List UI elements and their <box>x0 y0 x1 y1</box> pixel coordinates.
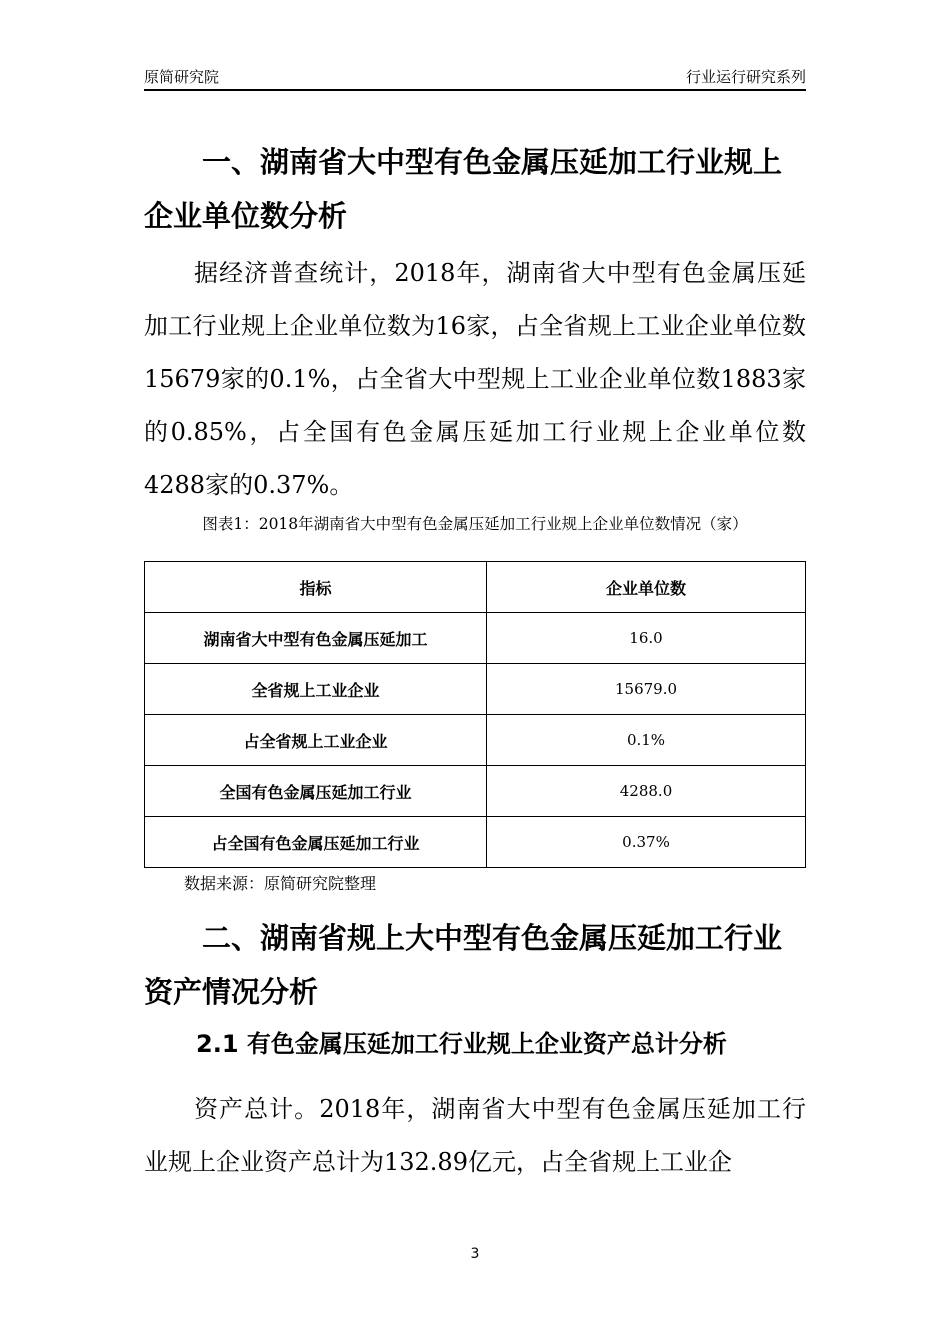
section1-heading: 一、湖南省大中型有色金属压延加工行业规上企业单位数分析 <box>144 145 783 233</box>
table1-source: 数据来源：原简研究院整理 <box>184 874 377 893</box>
table-row <box>145 613 806 664</box>
table-row <box>145 766 806 817</box>
section2-subheading: 2.1 有色金属压延加工行业规上企业资产总计分析 <box>196 1030 727 1058</box>
section2-heading: 二、湖南省规上大中型有色金属压延加工行业资产情况分析 <box>144 921 783 1009</box>
table-row <box>145 817 806 868</box>
header-org-name: 原简研究院 <box>144 68 220 86</box>
table-header-cell: 企业单位数 <box>487 562 806 613</box>
table-header-cell: 指标 <box>145 562 487 613</box>
table-cell-value: 4288.0 <box>487 766 806 817</box>
page-number: 3 <box>470 1246 480 1262</box>
table-cell-value: 15679.0 <box>487 664 806 715</box>
table-cell-value: 16.0 <box>487 613 806 664</box>
table-row <box>145 715 806 766</box>
table-cell-label: 占全省规上工业企业 <box>145 715 487 766</box>
section1-paragraph: 据经济普查统计，2018年，湖南省大中型有色金属压延加工行业规上企业单位数为16家，占全省规上工业企业单位数15679家的0.1%，占全省大中型规上工业企业单位数1883家的0.85%，占全国有色金属压延加工行业规上企业单位数4288家的0.37%。 <box>144 259 806 499</box>
table-cell-value: 0.1% <box>487 715 806 766</box>
table-row <box>145 664 806 715</box>
table1-caption: 图表1：2018年湖南省大中型有色金属压延加工行业规上企业单位数情况（家） <box>202 515 748 533</box>
section2-paragraph: 资产总计。2018年，湖南省大中型有色金属压延加工行业规上企业资产总计为132.89亿元，占全省规上工业企 <box>144 1095 806 1176</box>
table-cell-label: 占全国有色金属压延加工行业 <box>145 817 487 868</box>
table-header-row <box>145 562 806 613</box>
header-divider <box>144 89 806 91</box>
table-cell-label: 全省规上工业企业 <box>145 664 487 715</box>
table-cell-label: 全国有色金属压延加工行业 <box>145 766 487 817</box>
header-series-name: 行业运行研究系列 <box>685 68 806 86</box>
table-cell-value: 0.37% <box>487 817 806 868</box>
table1 <box>144 561 806 868</box>
table-cell-label: 湖南省大中型有色金属压延加工 <box>145 613 487 664</box>
